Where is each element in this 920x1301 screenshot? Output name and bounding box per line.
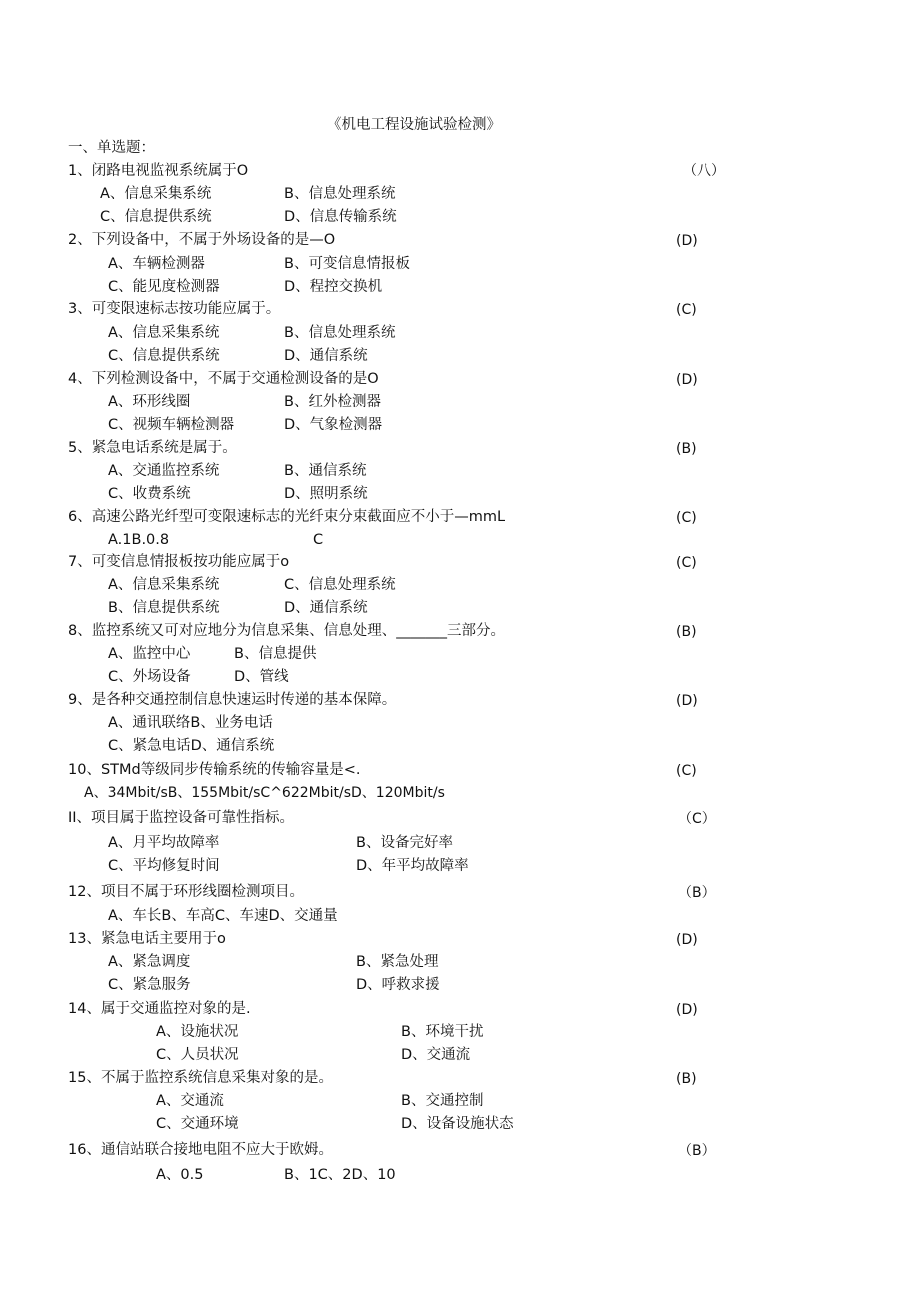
option: B、通信系统 xyxy=(284,463,367,479)
option: A、环形线圈 xyxy=(108,394,191,410)
option: D、设备设施状态 xyxy=(401,1116,514,1132)
option: D、通信系统 xyxy=(284,348,368,364)
option: D、气象检测器 xyxy=(284,417,383,433)
option: B、信息处理系统 xyxy=(284,325,396,341)
option: A、通讯联络B、业务电话 xyxy=(108,715,273,731)
option: C、紧急服务 xyxy=(108,977,191,993)
option: A.1B.0.8 xyxy=(108,532,170,548)
option: B、1C、2D、10 xyxy=(284,1167,396,1183)
question-14: 14、属于交通监控对象的是. xyxy=(68,1001,251,1017)
option: B、可变信息情报板 xyxy=(284,256,410,272)
option: B、设备完好率 xyxy=(356,835,453,851)
option: A、监控中心 xyxy=(108,646,191,662)
option: A、交通监控系统 xyxy=(108,463,220,479)
question-1: 1、闭路电视监视系统属于O xyxy=(68,163,249,179)
option: C、人员状况 xyxy=(156,1047,239,1063)
question-3: 3、可变限速标志按功能应属于。 xyxy=(68,301,281,317)
answer-14: (D) xyxy=(676,1002,698,1018)
answer-12: （B） xyxy=(678,885,716,901)
question-4: 4、下列检测设备中，不属于交通检测设备的是O xyxy=(68,371,379,387)
answer-7: (C) xyxy=(676,555,697,571)
option: C xyxy=(313,532,324,548)
section-heading: 一、单选题： xyxy=(68,140,155,156)
question-8: 8、监控系统又可对应地分为信息采集、信息处理、_______三部分。 xyxy=(68,623,505,639)
answer-1: （八） xyxy=(683,163,725,179)
option: D、呼救求援 xyxy=(356,977,440,993)
option: C、外场设备 xyxy=(108,669,191,685)
option: A、0.5 xyxy=(156,1167,204,1183)
option: C、视频车辆检测器 xyxy=(108,417,235,433)
option: A、信息采集系统 xyxy=(100,186,212,202)
answer-13: (D) xyxy=(676,932,698,948)
option: B、交通控制 xyxy=(401,1093,484,1109)
option: A、紧急调度 xyxy=(108,954,191,970)
question-13: 13、紧急电话主要用于o xyxy=(68,931,226,947)
option: B、信息提供系统 xyxy=(108,600,220,616)
option: C、信息提供系统 xyxy=(108,348,220,364)
document-title: 《机电工程设施试验检测》 xyxy=(327,117,501,133)
answer-3: (C) xyxy=(676,302,697,318)
option: A、车辆检测器 xyxy=(108,256,205,272)
answer-5: (B) xyxy=(676,441,697,457)
option: A、信息采集系统 xyxy=(108,577,220,593)
question-5: 5、紧急电话系统是属于。 xyxy=(68,440,237,456)
option: D、照明系统 xyxy=(284,486,368,502)
option: C、信息提供系统 xyxy=(100,209,212,225)
answer-16: （B） xyxy=(678,1143,716,1159)
option: D、程控交换机 xyxy=(284,279,383,295)
option: A、34Mbit/sB、155Mbit/sC^622Mbit/sD、120Mbit/s xyxy=(84,785,445,801)
option: D、年平均故障率 xyxy=(356,858,469,874)
option: B、信息提供 xyxy=(234,646,317,662)
option: B、红外检测器 xyxy=(284,394,381,410)
option: C、紧急电话D、通信系统 xyxy=(108,738,275,754)
question-16: 16、通信站联合接地电阻不应大于欧姆。 xyxy=(68,1142,333,1158)
answer-15: (B) xyxy=(676,1071,697,1087)
option: C、平均修复时间 xyxy=(108,858,220,874)
option: A、设施状况 xyxy=(156,1024,239,1040)
option: A、交通流 xyxy=(156,1093,224,1109)
option: B、环境干扰 xyxy=(401,1024,484,1040)
option: A、月平均故障率 xyxy=(108,835,220,851)
option: A、车长B、车高C、车速D、交通量 xyxy=(108,908,338,924)
option: D、管线 xyxy=(234,669,289,685)
option: B、信息处理系统 xyxy=(284,186,396,202)
option: C、交通环境 xyxy=(156,1116,239,1132)
question-12: 12、项目不属于环形线圈检测项目。 xyxy=(68,884,304,900)
option: B、紧急处理 xyxy=(356,954,439,970)
answer-6: (C) xyxy=(676,510,697,526)
option: C、收费系统 xyxy=(108,486,191,502)
question-15: 15、不属于监控系统信息采集对象的是。 xyxy=(68,1070,333,1086)
option: D、通信系统 xyxy=(284,600,368,616)
question-9: 9、是各种交通控制信息快速运时传递的基本保障。 xyxy=(68,692,397,708)
answer-2: (D) xyxy=(676,233,698,249)
answer-4: (D) xyxy=(676,372,698,388)
question-7: 7、可变信息情报板按功能应属于o xyxy=(68,554,290,570)
answer-11: （C） xyxy=(678,811,716,827)
answer-9: (D) xyxy=(676,693,698,709)
question-11: II、项目属于监控设备可靠性指标。 xyxy=(68,810,295,826)
answer-8: (B) xyxy=(676,624,697,640)
option: C、能见度检测器 xyxy=(108,279,220,295)
option: A、信息采集系统 xyxy=(108,325,220,341)
option: D、交通流 xyxy=(401,1047,471,1063)
option: C、信息处理系统 xyxy=(284,577,396,593)
question-6: 6、高速公路光纤型可变限速标志的光纤束分束截面应不小于—mmL xyxy=(68,509,506,525)
question-2: 2、下列设备中，不属于外场设备的是—O xyxy=(68,232,336,248)
option: D、信息传输系统 xyxy=(284,209,397,225)
answer-10: (C) xyxy=(676,763,697,779)
question-10: 10、STMd等级同步传输系统的传输容量是<. xyxy=(68,762,361,778)
